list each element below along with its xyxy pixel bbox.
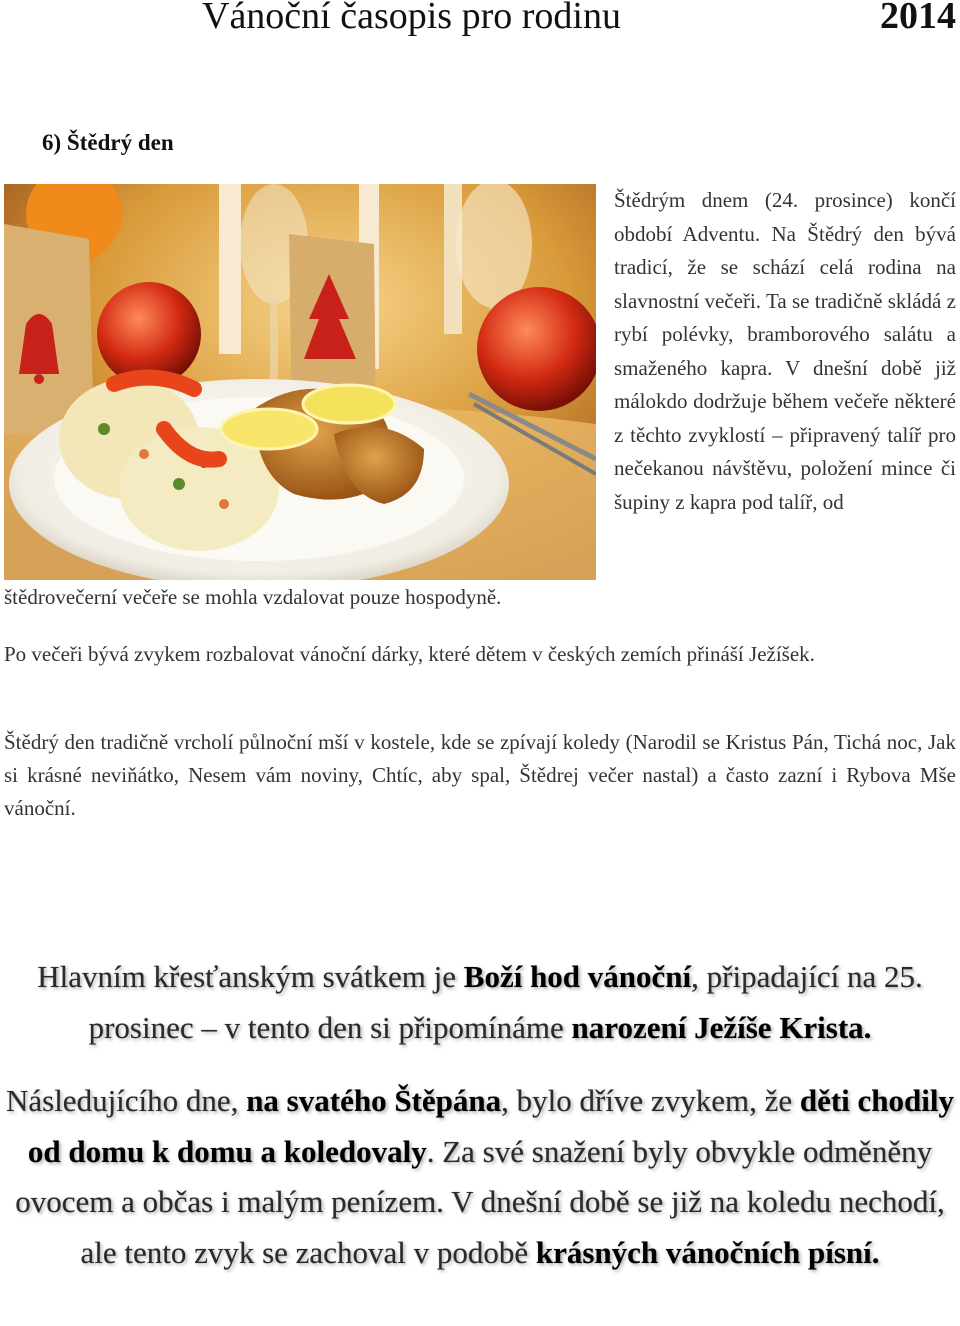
paragraph-mass: Štědrý den tradičně vrcholí půlnoční mší v kostele, kde se zpívají koledy (Narodil se Kristus Pán, Tichá noc, Jak si krásné neviňátko, Nesem vám noviny, Chtíc, aby spal, Štědrej večer nastal) a často zazní i Rybova Mše vánoční. (4, 730, 956, 820)
highlight1-text-2: , připadající na 25. prosinec – v tento den si připomínáme (88, 959, 923, 1045)
highlight2-bold-2: děti chodily od domu k domu a koledovaly (27, 1083, 954, 1169)
highlight-christmas-day (0, 952, 960, 1053)
highlight2-bold-1: na svatého Štěpána (246, 1083, 502, 1118)
highlight1-bold-1: Boží hod vánoční (463, 959, 692, 994)
highlight-st-stephen (0, 1076, 960, 1278)
paragraph-gifts: Po večeři bývá zvykem rozbalovat vánoční dárky, které dětem v českých zemích přináší Ježíšek. (4, 642, 815, 666)
highlight2-text-1: Následujícího dne, (5, 1083, 247, 1118)
side-paragraph: Štědrým dnem (24. prosince) končí období Adventu. Na Štědrý den bývá tradicí, že se schází celá rodina na slavnostní večeři. Ta se tradičně skládá z rybí polévky, bramborového salátu a smaženého kapra. V dnešní době již málokdo dodržuje během večeře některé z těchto zvyklostí – připravený talíř pro nečekanou návštěvu, položení mince či šupiny z kapra pod talíř, od (614, 188, 956, 514)
highlight2-text-3: . Za své snažení byly obvykle odměněny ovocem a občas i malým penízem. V dnešní době se již na koledu nechodí, ale tento zvyk se zachoval v podobě (15, 1133, 945, 1270)
side-paragraph-end: štědrovečerní večeře se mohla vzdalovat pouze hospodyně. (4, 585, 502, 609)
christmas-dinner-photo (4, 184, 596, 580)
magazine-year: 2014 (880, 0, 956, 37)
highlight1-text-1: Hlavním křesťanským svátkem je (37, 959, 464, 994)
page-header (0, 0, 960, 44)
highlight1-bold-2: narození Ježíše Krista. (571, 1009, 872, 1045)
highlight2-bold-3: krásných vánočních písní. (535, 1234, 880, 1270)
highlight2-text-2: , bylo dříve zvykem, že (501, 1083, 800, 1118)
magazine-title: Vánoční časopis pro rodinu (202, 0, 621, 37)
section-heading: 6) Štědrý den (42, 130, 174, 155)
